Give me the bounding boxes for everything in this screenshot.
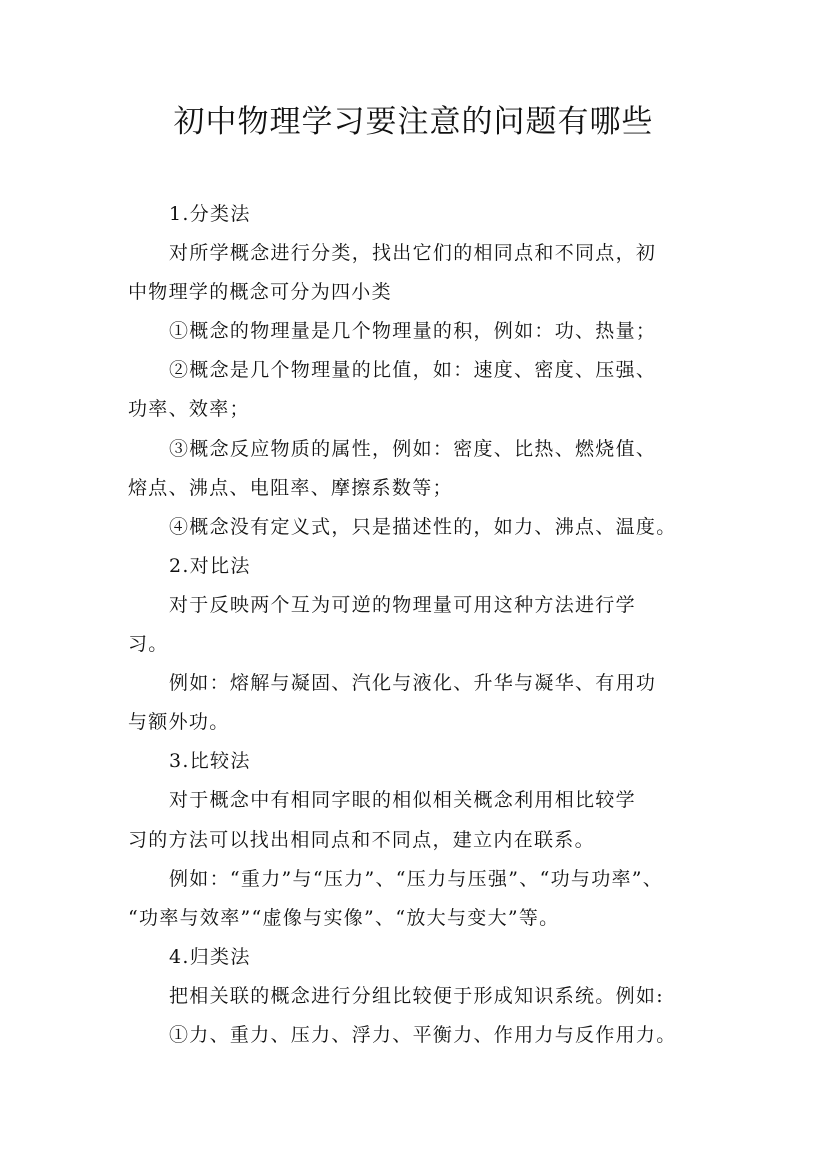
example-line: “功率与效率”“虚像与实像”、“放大与变大”等。 — [128, 906, 560, 929]
example-line: 例如：熔解与凝固、汽化与液化、升华与凝华、有用功 — [169, 672, 657, 695]
paragraph-line: 对于概念中有相同字眼的相似相关概念利用相比较学 — [169, 789, 636, 812]
paragraph-line: 对于反映两个互为可逆的物理量可用这种方法进行学 — [169, 593, 636, 616]
paragraph-line: 习。 — [128, 633, 169, 656]
list-item-line: ④概念没有定义式，只是描述性的，如力、沸点、温度。 — [169, 515, 677, 538]
list-item-line: 功率、效率； — [128, 398, 250, 421]
paragraph-line: 对所学概念进行分类，找出它们的相同点和不同点，初 — [169, 242, 657, 265]
heading-comparison-method: 3.比较法 — [169, 750, 251, 773]
heading-contrast-method: 2.对比法 — [169, 554, 251, 577]
paragraph-line: 习的方法可以找出相同点和不同点，建立内在联系。 — [128, 828, 595, 851]
list-item-line: 熔点、沸点、电阻率、摩擦系数等； — [128, 476, 453, 499]
list-item-line: ①力、重力、压力、浮力、平衡力、作用力与反作用力。 — [169, 1023, 677, 1046]
heading-classification-method: 1.分类法 — [169, 203, 251, 225]
document-title: 初中物理学习要注意的问题有哪些 — [173, 104, 654, 140]
list-item-line: ①概念的物理量是几个物理量的积，例如：功、热量； — [169, 320, 657, 343]
example-line: 例如：“重力”与“压力”、“压力与压强”、“功与功率”、 — [169, 867, 664, 890]
paragraph-line: 把相关联的概念进行分组比较便于形成知识系统。例如: — [169, 984, 664, 1007]
example-line: 与额外功。 — [128, 711, 230, 734]
list-item-line: ②概念是几个物理量的比值，如：速度、密度、压强、 — [169, 359, 657, 382]
paragraph-line: 中物理学的概念可分为四小类 — [128, 281, 392, 304]
list-item-line: ③概念反应物质的属性，例如：密度、比热、燃烧值、 — [169, 437, 657, 460]
document-body — [128, 195, 708, 1055]
heading-grouping-method: 4.归类法 — [169, 945, 251, 968]
